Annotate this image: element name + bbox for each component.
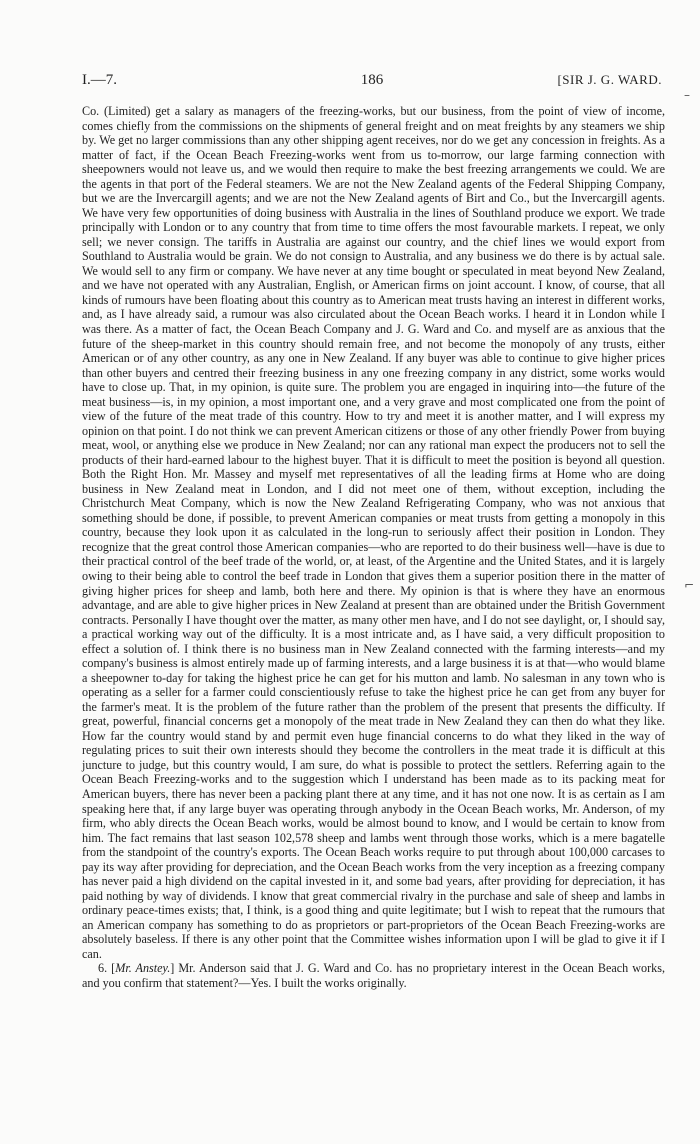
document-reference: I.—7. — [82, 72, 117, 88]
questioner-name: Mr. Anstey. — [115, 961, 171, 976]
speaker-heading: [SIR J. G. WARD. — [557, 72, 662, 87]
running-head — [82, 72, 662, 94]
body-text — [82, 104, 665, 990]
question-paragraph: 6. [Mr. Anstey.] Mr. Anderson said that J. G. Ward and Co. has no proprietary interest in the Ocean Beach works, and you confirm that statement?—Yes. I built the works originally. — [82, 961, 665, 990]
question-text: ] Mr. Anderson said that J. G. Ward and Co. has no proprietary interest in the Ocean Beach works, and you confirm that statement?—Yes. I built the works originally. — [82, 961, 665, 990]
page-number: 186 — [360, 72, 384, 88]
margin-mark-mid: ⌐ — [684, 578, 695, 592]
margin-mark-top: – — [684, 88, 690, 102]
evidence-paragraph: Co. (Limited) get a salary as managers of the freezing-works, but our business, from the point of view of income, comes chiefly from the commissions on the shipments of general freight and on meat freights by any steamers we ship by. We get no larger commissions than any other shipping agent receives, nor do we get any concession in freights. As a matter of fact, if the Ocean Beach Freezing-works went from us to-morrow, our large farming connection with sheepowners would not leave us, and we would then require to make the best freezing arrangements we could. We are the agents in that port of the Federal steamers. We are not the New Zealand agents of the Federal Shipping Company, but we are the Invercargill agents; and we are not the New Zealand agents of Birt and Co., but the Invercargill agents. We have very few opportunities of doing business with Australia in the lines of Southland produce we export. We trade principally with London or to any country that from time to time offers the most favourable markets. I repeat, we only sell; we never consign. The tariffs in Australia are against our country, and the chief lines we would export from Southland to Australia would be grain. We do not consign to Australia, and any business we do there is by actual sale. We would sell to any firm or company. We have never at any time bought or speculated in meat beyond New Zealand, and we have not operated with any Australian, English, or American firms on joint account. I know, of course, that all kinds of rumours have been floating about this country as to American meat trusts having an interest in different works, and, as I have already said, a rumour was also circulated about the Ocean Beach works. I heard it in London while I was there. As a matter of fact, the Ocean Beach Company and J. G. Ward and Co. and myself are as anxious that the future of the sheep-market in this country should remain free, and not become the monopoly of any trusts, either American or of any other country, as any one in New Zealand. If any buyer was able to continue to give higher prices than other buyers and centred their freezing business in any one freezing company in any district, some works would have to close up. That, in my opinion, is quite sure. The problem you are engaged in inquiring into—the future of the meat business—is, in my opinion, a most important one, and a very grave and most complicated one from the point of view of the future of the meat trade of this country. How to try and meet it is another matter, and I will express my opinion on that point. I do not think we can prevent American citizens or those of any other friendly Power from buying meat, wool, or anything else we produce in New Zealand; nor can any rational man expect the producers not to sell the products of their hard-earned labour to the highest buyer. That it is difficult to meet the position is beyond all question. Both the Right Hon. Mr. Massey and myself met representatives of all the leading firms at Home who are doing business in New Zealand meat in London, and I did not meet one of them, without exception, including the Christchurch Meat Company, which is now the New Zealand Refrigerating Company, who was not anxious that something should be done, if possible, to prevent American companies or meat trusts from getting a monopoly in this country, because they look upon it as calculated in the long-run to seriously affect their position in London. They recognize that the great control those American companies—who are reported to do their business well—have is due to their practical control of the beef trade of the world, or, at least, of the Argentine and the United States, and it is largely owing to their being able to control the beef trade in London that gives them a superior position there in the matter of giving higher prices for sheep and lamb, both here and there. My opinion is that is where they have an enormous advantage, and are able to give higher prices in New Zealand at present than are obtained under the British Government contracts. Personally I have thought over the matter, as many other men have, and I do not see daylight, or, I should say, a practical working way out of the difficulty. It is a most intricate and, as I have said, a very difficult proposition to effect a solution of. I think there is no business man in New Zealand connected with the farming interests—and my company's business is almost entirely made up of farming interests, and a large business it is at that—who would blame a sheepowner to-day for taking the highest price he can get for his mutton and lamb. No salesman in any town who is operating as a seller for a farmer could conscientiously refuse to take the highest price he can get from any buyer for the farmer's meat. It is the problem of the future rather than the problem of the present that presents the difficulty. If great, powerful, financial concerns get a monopoly of the meat trade in New Zealand they can then do what they like. How far the country would stand by and permit even huge financial concerns to do what they liked in the way of regulating prices to suit their own interests should they become the controllers in the meat trade it is difficult at this juncture to judge, but this country would, I am sure, do what is possible to protect the settlers. Referring again to the Ocean Beach Freezing-works and to the suggestion which I understand has been made as to its packing meat for American buyers, there has never been a packing plant there at any time, and it has not one now. It is as certain as I am speaking here that, if any large buyer was operating through anybody in the Ocean Beach works, Mr. Anderson, of my firm, who ably directs the Ocean Beach works, would be almost bound to know, and I would be certain to know from him. The fact remains that last season 102,578 sheep and lambs went through those works, which is a mere bagatelle from the standpoint of the country's exports. The Ocean Beach works require to put through about 100,000 carcases to pay its way after providing for depreciation, and the Ocean Beach works from the very inception as a freezing company has never paid a high dividend on the capital invested in it, and some bad years, after providing for depreciation, it has paid nothing by way of dividends. I know that great commercial rivalry in the purchase and sale of sheep and lambs in ordinary peace-times exists; that, I think, is a good thing and quite legitimate; but I wish to repeat that the rumours that an American company has something to do as proprietors or part-proprietors of the Ocean Beach Freezing-works are absolutely baseless. If there is any other point that the Committee wishes information upon I will be glad to give it if I can. — [82, 104, 665, 961]
question-number: 6. — [98, 961, 108, 976]
